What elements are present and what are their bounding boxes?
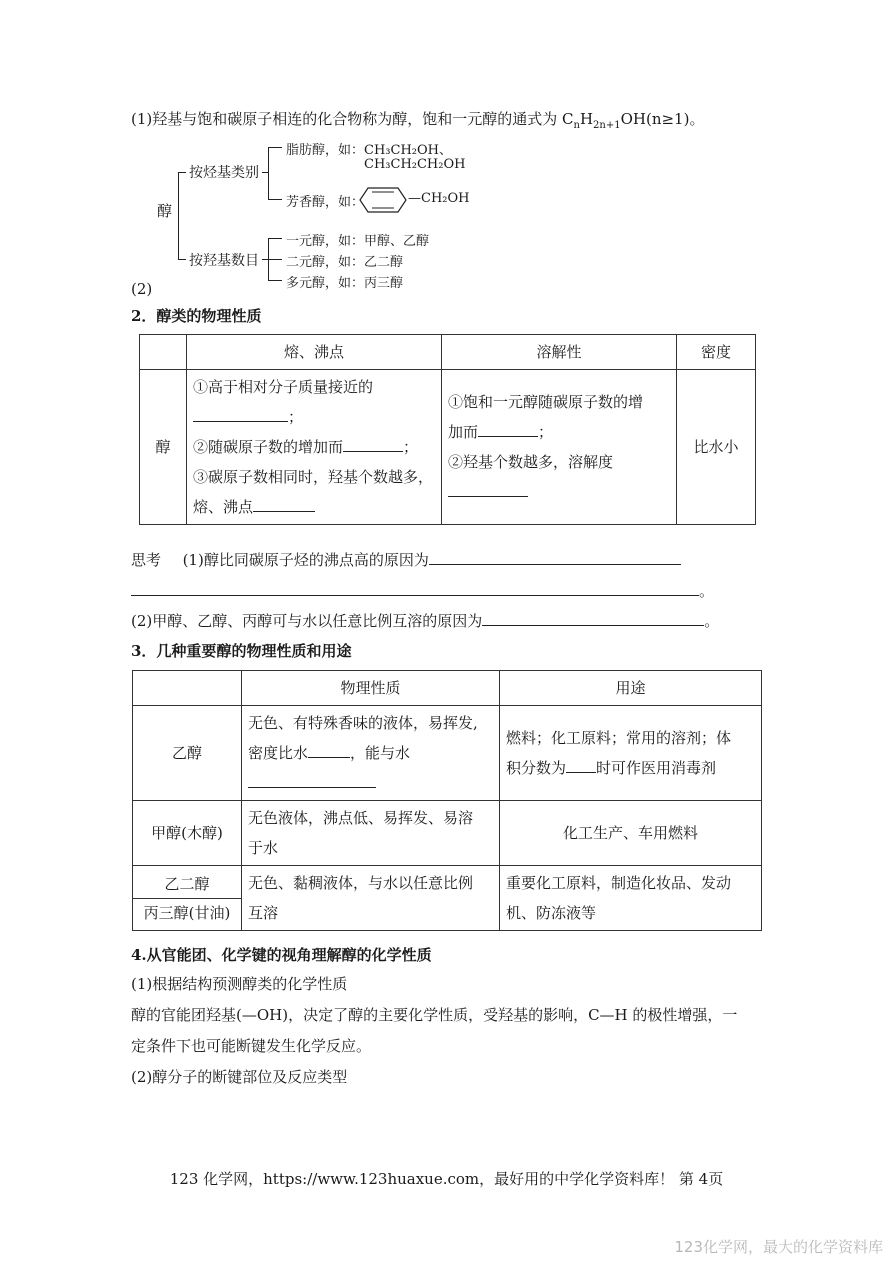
solubility-cell: ①饱和一元醇随碳原子数的增 加而 ； ②羟基个数越多，溶解度 [442, 370, 677, 525]
aromatic-alcohol: 芳香醇，如： [286, 195, 365, 210]
row-glycol-glycerol: 乙二醇 丙三醇(甘油) [133, 866, 242, 931]
benzyl-group: —CH₂OH [408, 191, 470, 206]
aliphatic-example: CH₃CH₂CH₂OH [364, 157, 466, 172]
benzene-ring-icon [358, 186, 408, 214]
methanol-uses: 化工生产、车用燃料 [500, 801, 762, 866]
tree-root: 醇 [157, 202, 173, 220]
monohydric-alcohol: 一元醇，如：甲醇、乙醇 [286, 234, 430, 249]
header-melting-boiling: 熔、沸点 [187, 335, 442, 370]
section3-heading: 3．几种重要醇的物理性质和用途 [131, 642, 352, 660]
methanol-properties: 无色液体，沸点低、易挥发、易溶 于水 [242, 801, 500, 866]
glycol-properties: 无色、黏稠液体，与水以任意比例 互溶 [242, 866, 500, 931]
header-empty [133, 671, 242, 706]
formula-h: H [579, 110, 594, 128]
header-uses: 用途 [500, 671, 762, 706]
header-solubility: 溶解性 [442, 335, 677, 370]
page-footer: 123 化学网，https://www.123huaxue.com，最好用的中学化学资料库！ 第 4页 [169, 1170, 724, 1188]
think-q1 [131, 549, 681, 570]
ethanol-properties: 无色、有特殊香味的液体，易挥发, 密度比水 ，能与水 [242, 706, 500, 801]
important-alcohols-table [132, 670, 762, 931]
ethanol-uses: 燃料；化工原料；常用的溶剂；体 积分数为 时可作医用消毒剂 [500, 706, 762, 801]
section4-sub1: (1)根据结构预测醇类的化学性质 [131, 975, 348, 993]
row-methanol: 甲醇(木醇) [133, 801, 242, 866]
section4-sub2: (2)醇分子的断键部位及反应类型 [131, 1068, 348, 1086]
watermark: 123化学网，最大的化学资料库 [674, 1238, 883, 1256]
section2-heading: 2．醇类的物理性质 [131, 307, 262, 325]
polyhydric-alcohol: 多元醇，如：丙三醇 [286, 276, 404, 291]
section4-heading: 4.从官能团、化学键的视角理解醇的化学性质 [131, 946, 432, 964]
definition-text: (1)羟基与饱和碳原子相连的化合物称为醇，饱和一元醇的通式为 C [131, 110, 574, 128]
definition-line [131, 108, 704, 131]
glycol-uses: 重要化工原料，制造化妆品、发动 机、防冻液等 [500, 866, 762, 931]
density-cell: 比水小 [677, 370, 756, 525]
think-label: 思考 [131, 551, 162, 569]
think-q1-text: (1)醇比同碳原子烃的沸点高的原因为 [182, 551, 429, 569]
row-ethanol: 乙醇 [133, 706, 242, 801]
header-density: 密度 [677, 335, 756, 370]
aliphatic-alcohol: 脂肪醇，如：CH₃CH₂OH、 [286, 143, 452, 158]
header-physical-properties: 物理性质 [242, 671, 500, 706]
formula-end: OH(n≥1)。 [620, 110, 705, 128]
physical-properties-table [139, 334, 756, 525]
branch-hydrocarbon-type: 按烃基类别 [189, 165, 259, 181]
dihydric-alcohol: 二元醇，如：乙二醇 [286, 255, 404, 270]
section4-para1: 醇的官能团羟基(—OH)，决定了醇的主要化学性质，受羟基的影响，C—H 的极性增强，一 [131, 1006, 738, 1024]
branch-hydroxyl-count: 按羟基数目 [189, 253, 259, 269]
row-label-alcohol: 醇 [140, 370, 187, 525]
formula-sub-2n1: 2n+1 [593, 120, 621, 131]
think-q2: (2)甲醇、乙醇、丙醇可与水以任意比例互溶的原因为 。 [131, 612, 720, 630]
melting-boiling-cell: ①高于相对分子质量接近的 ； ②随碳原子数的增加而 ； ③碳原子数相同时，羟基个数越多， 熔、沸点 [187, 370, 442, 525]
section4-para2: 定条件下也可能断键发生化学反应。 [131, 1037, 372, 1055]
label-2: (2) [131, 280, 153, 298]
formula-sub-n: n [573, 120, 580, 131]
header-empty [140, 335, 187, 370]
think-q1-continued: 。 [131, 580, 714, 601]
